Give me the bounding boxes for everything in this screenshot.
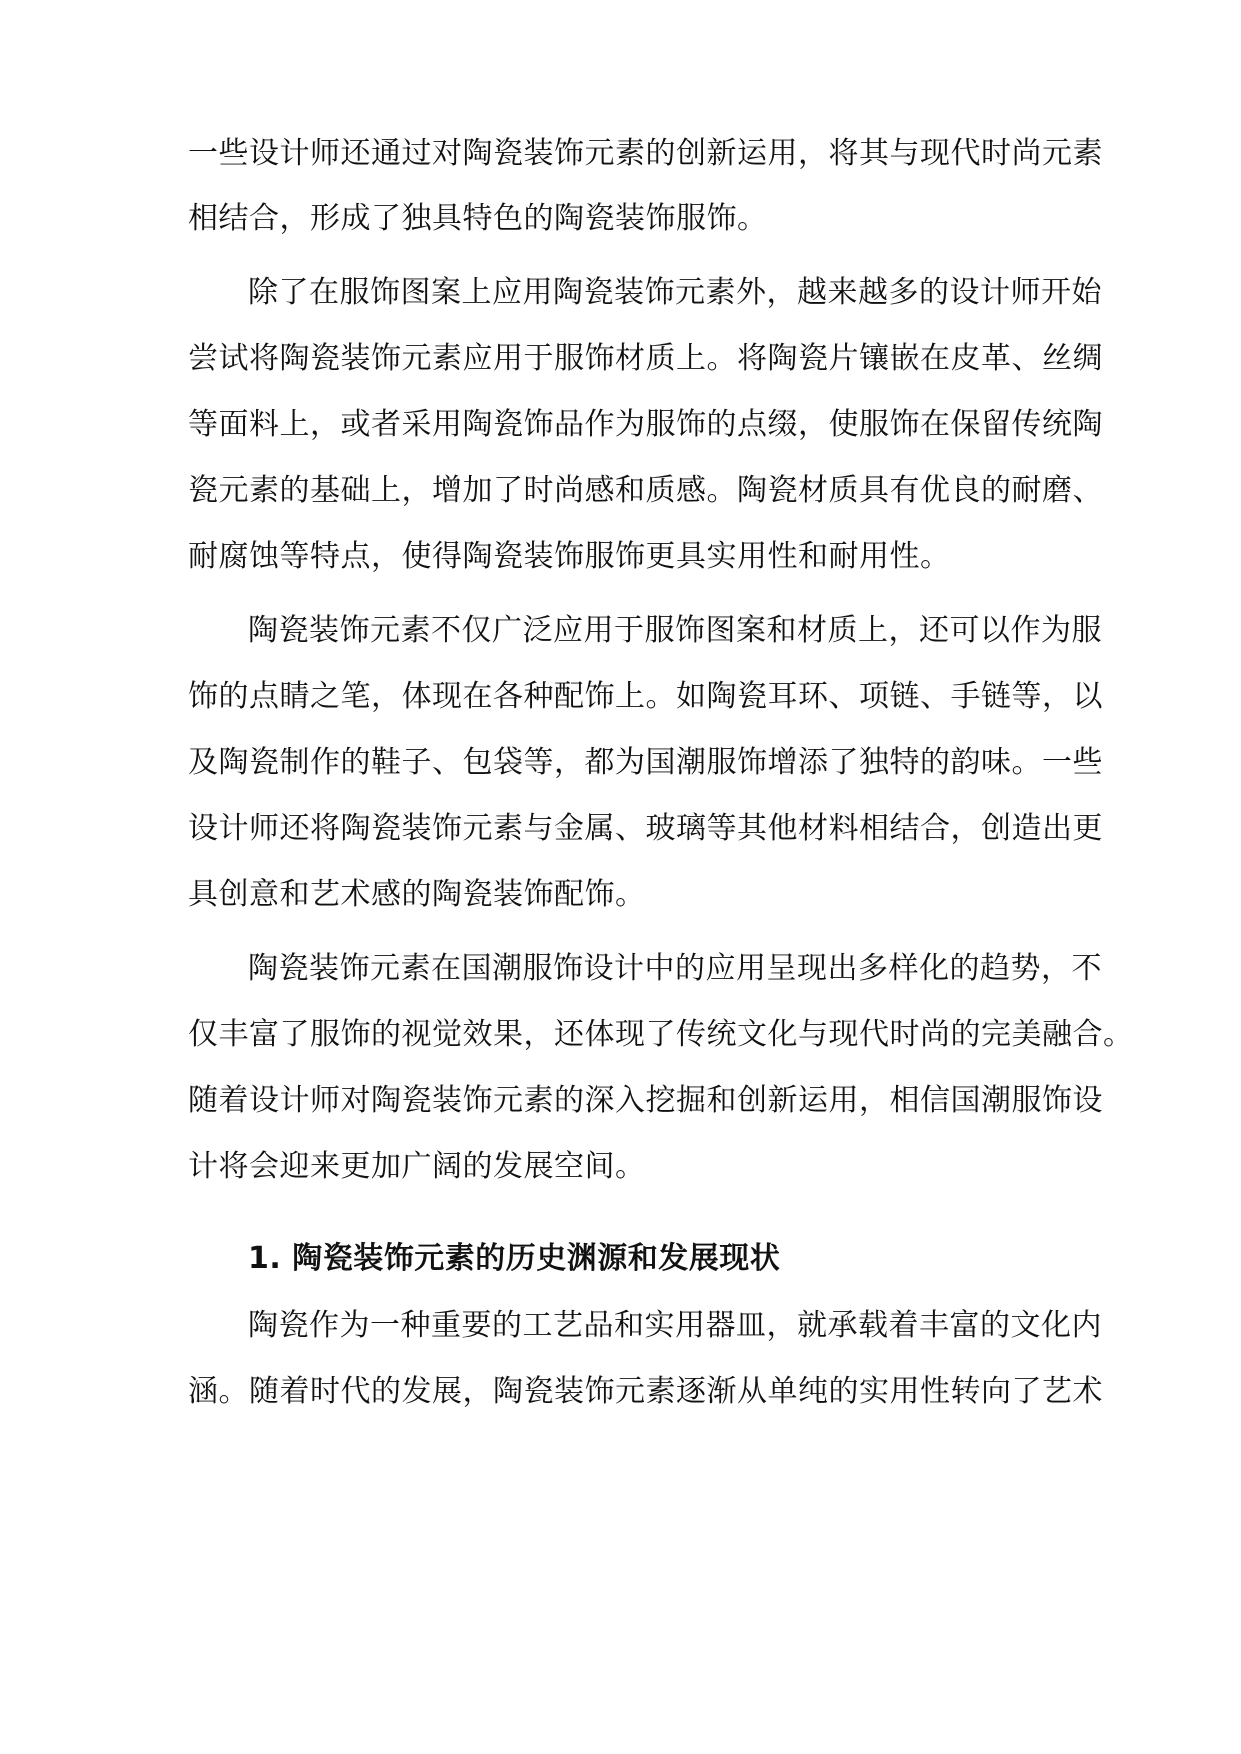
section-heading: 1. 陶瓷装饰元素的历史渊源和发展现状 xyxy=(248,1241,781,1276)
paragraph-3-line-1: 陶瓷装饰元素不仅广泛应用于服饰图案和材质上，还可以作为服 xyxy=(248,613,1102,648)
paragraph-3-line-5: 具创意和艺术感的陶瓷装饰配饰。 xyxy=(188,877,646,912)
paragraph-3-line-4: 设计师还将陶瓷装饰元素与金属、玻璃等其他材料相结合，创造出更 xyxy=(188,811,1103,846)
paragraph-3-line-3: 及陶瓷制作的鞋子、包袋等，都为国潮服饰增添了独特的韵味。一些 xyxy=(188,745,1103,780)
paragraph-3-line-2: 饰的点睛之笔，体现在各种配饰上。如陶瓷耳环、项链、手链等，以 xyxy=(188,679,1103,714)
paragraph-2-line-1: 除了在服饰图案上应用陶瓷装饰元素外，越来越多的设计师开始 xyxy=(248,275,1102,310)
paragraph-2-line-2: 尝试将陶瓷装饰元素应用于服饰材质上。将陶瓷片镶嵌在皮革、丝绸 xyxy=(188,341,1103,376)
paragraph-4-line-1: 陶瓷装饰元素在国潮服饰设计中的应用呈现出多样化的趋势，不 xyxy=(248,951,1102,986)
paragraph-4-line-2: 仅丰富了服饰的视觉效果，还体现了传统文化与现代时尚的完美融合。 xyxy=(188,1017,1134,1052)
paragraph-1-line-2: 相结合，形成了独具特色的陶瓷装饰服饰。 xyxy=(188,201,768,236)
paragraph-5-line-2: 涵。随着时代的发展，陶瓷装饰元素逐渐从单纯的实用性转向了艺术 xyxy=(188,1374,1103,1409)
paragraph-2-line-3: 等面料上，或者采用陶瓷饰品作为服饰的点缀，使服饰在保留传统陶 xyxy=(188,407,1103,442)
paragraph-2-line-5: 耐腐蚀等特点，使得陶瓷装饰服饰更具实用性和耐用性。 xyxy=(188,539,951,574)
paragraph-5-line-1: 陶瓷作为一种重要的工艺品和实用器皿，就承载着丰富的文化内 xyxy=(248,1308,1102,1343)
paragraph-1-line-1: 一些设计师还通过对陶瓷装饰元素的创新运用，将其与现代时尚元素 xyxy=(188,136,1103,171)
paragraph-4-line-4: 计将会迎来更加广阔的发展空间。 xyxy=(188,1149,646,1184)
paragraph-2-line-4: 瓷元素的基础上，增加了时尚感和质感。陶瓷材质具有优良的耐磨、 xyxy=(188,473,1103,508)
paragraph-4-line-3: 随着设计师对陶瓷装饰元素的深入挖掘和创新运用，相信国潮服饰设 xyxy=(188,1083,1103,1118)
